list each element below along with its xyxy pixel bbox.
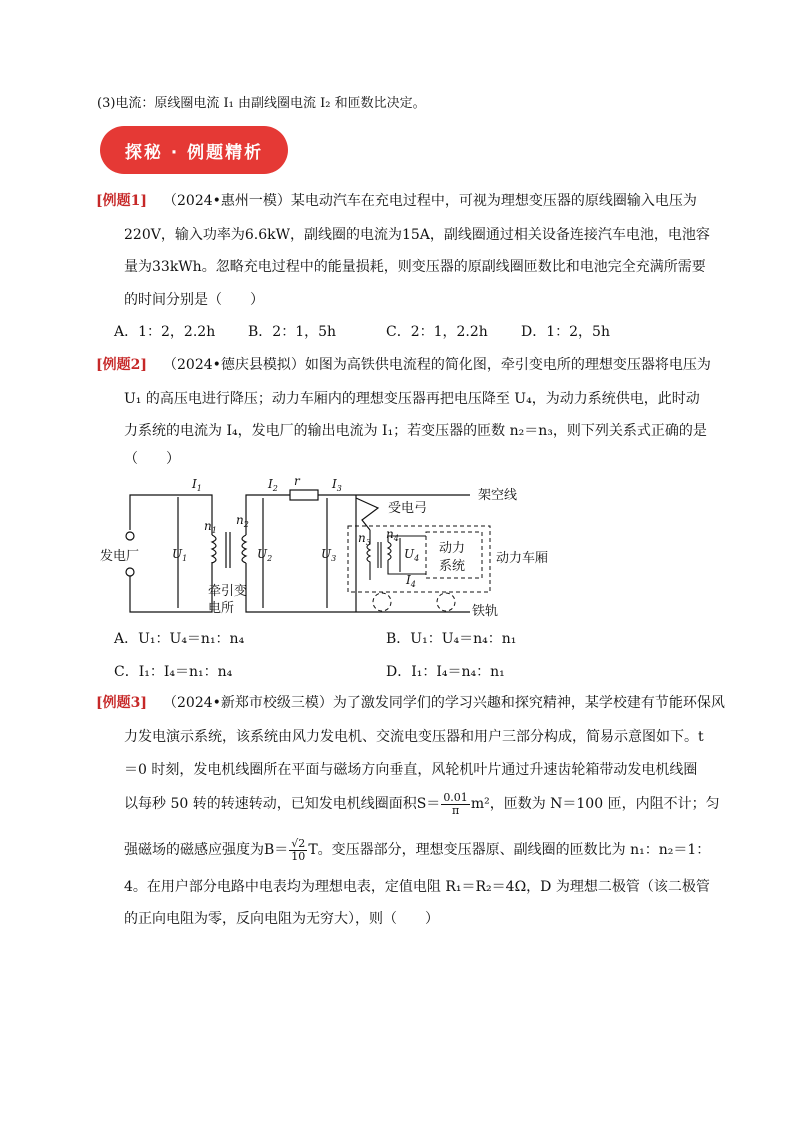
- example-3-tag: [例题3]: [96, 695, 147, 711]
- resistor-r: [290, 490, 318, 500]
- example-3-text: 的正向电阻为零，反向电阻为无穷大），则（ ）: [124, 911, 439, 927]
- example-2-text: U₁ 的高压电进行降压；动力车厢内的理想变压器再把电压降至 U₄，为动力系统供电，此时动: [124, 391, 700, 407]
- wheel-left: [373, 593, 391, 611]
- example-3-text: 以每秒 50 转的转速转动，已知发电机线圈面积S＝: [124, 796, 441, 812]
- n4-label: $n_4$: [386, 527, 399, 543]
- power-system-label-2: 系统: [439, 559, 466, 574]
- fraction-numerator: √2: [291, 836, 306, 850]
- pantograph-label: 受电弓: [388, 501, 428, 516]
- coil-n1: [212, 535, 216, 563]
- power-system-label-1: 动力: [439, 541, 466, 556]
- secondary-wire-top: [246, 495, 290, 535]
- wheel-right: [437, 593, 455, 611]
- example-2-option-a: A．U₁：U₄＝n₁：n₄: [114, 631, 245, 647]
- fraction-numerator: 0.01: [443, 790, 468, 804]
- example-3-text: （2024•新郑市校级三模）为了激发同学们的学习兴趣和探究精神，某学校建有节能环保风: [163, 695, 725, 711]
- example-1-tag: [例题1]: [96, 193, 147, 209]
- example-2-text: （2024•德庆县模拟）如图为高铁供电流程的简化图，牵引变电所的理想变压器将电压为: [163, 357, 711, 373]
- substation-label-1: 牵引变: [208, 584, 248, 599]
- u1-label: $U_1$: [172, 547, 188, 563]
- example-3-text: 强磁场的磁感应强度为B＝: [124, 842, 289, 858]
- example-2-option-d: D．I₁：I₄＝n₄：n₁: [386, 664, 505, 680]
- example-3-formula-line: [124, 791, 720, 817]
- i3-label: $I_3$: [332, 477, 342, 493]
- coil-n2: [242, 535, 246, 563]
- example-1-text: 220V，输入功率为6.6kW，副线圈的电流为15A，副线圈通过相关设备连接汽车电池，电池容: [124, 227, 710, 243]
- example-1-first-line: [96, 191, 697, 211]
- section-banner: 探秘 · 例题精析: [100, 126, 288, 174]
- example-2-text: 力系统的电流为 I₄，发电厂的输出电流为 I₁；若变压器的匝数 n₂＝n₃，则下列关系式正确的是: [124, 423, 707, 439]
- rail-label: 铁轨: [472, 604, 499, 619]
- example-3-text: 4。在用户部分电路中电表均为理想电表，定值电阻 R₁＝R₂＝4Ω，D 为理想二极管（该二极管: [124, 879, 710, 895]
- i1-label: $I_1$: [192, 477, 202, 493]
- fraction-denominator: π: [451, 803, 460, 817]
- catenary-label: 架空线: [478, 488, 518, 503]
- railway-power-circuit-diagram: [100, 470, 560, 620]
- example-1-text: （2024•惠州一模）某电动汽车在充电过程中，可视为理想变压器的原线圈输入电压为: [163, 193, 697, 209]
- example-2-tag: [例题2]: [96, 357, 147, 373]
- substation-label-2: 电所: [208, 601, 235, 616]
- example-2-text: （ ）: [124, 451, 180, 467]
- example-3-formula-line: [124, 837, 710, 863]
- example-3-text: m²，匝数为 N＝100 匝，内阻不计；匀: [470, 796, 720, 812]
- power-plant-label: 发电厂: [100, 549, 140, 564]
- fraction-denominator: 10: [291, 849, 306, 863]
- example-3-text: ＝0 时刻，发电机线圈所在平面与磁场方向垂直，风轮机叶片通过升速齿轮箱带动发电机线圈: [124, 762, 698, 778]
- n2-label: $n_2$: [236, 513, 249, 529]
- coil-n4: [388, 542, 391, 560]
- resistor-r-label: r: [294, 474, 300, 488]
- n3-label: $n_3$: [358, 531, 371, 547]
- primary-wire-bottom: [130, 562, 212, 612]
- u3-label: $U_3$: [321, 547, 337, 563]
- example-1-option-d: D．1：2，5h: [521, 324, 610, 340]
- car-label: 动力车厢: [496, 551, 549, 566]
- u4-label: $U_4$: [404, 547, 420, 563]
- i4-label: $I_4$: [406, 573, 416, 589]
- example-3-first-line: [96, 693, 725, 713]
- car-wire-bottom: [388, 560, 426, 574]
- example-1-option-c: C．2：1，2.2h: [386, 324, 488, 340]
- field-fraction: [289, 838, 307, 863]
- pantograph: [356, 498, 378, 530]
- terminal-bottom: [126, 568, 134, 576]
- example-1-text: 量为33kWh。忽略充电过程中的能量损耗，则变压器的原副线圈匝数比和电池完全充满所需要: [124, 259, 706, 275]
- i2-label: $I_2$: [268, 477, 278, 493]
- example-2-option-c: C．I₁：I₄＝n₁：n₄: [114, 664, 233, 680]
- example-1-option-a: A．1：2，2.2h: [114, 324, 216, 340]
- example-3-text: 力发电演示系统，该系统由风力发电机、交流电变压器和用户三部分构成，简易示意图如下。t: [124, 729, 704, 745]
- example-1-text: 的时间分别是（ ）: [124, 292, 264, 308]
- example-3-text: T。变压器部分，理想变压器原、副线圈的匝数比为 n₁：n₂＝1：: [308, 842, 711, 858]
- example-2-first-line: [96, 355, 711, 375]
- u2-label: $U_2$: [257, 547, 273, 563]
- n1-label: $n_1$: [204, 519, 217, 535]
- terminal-top: [126, 532, 134, 540]
- example-1-option-b: B．2：1，5h: [248, 324, 337, 340]
- area-fraction: [441, 792, 470, 817]
- intro-text: (3)电流：原线圈电流 I₁ 由副线圈电流 I₂ 和匝数比决定。: [97, 96, 426, 111]
- example-2-option-b: B．U₁：U₄＝n₄：n₁: [386, 631, 517, 647]
- primary-wire-top: [130, 495, 212, 535]
